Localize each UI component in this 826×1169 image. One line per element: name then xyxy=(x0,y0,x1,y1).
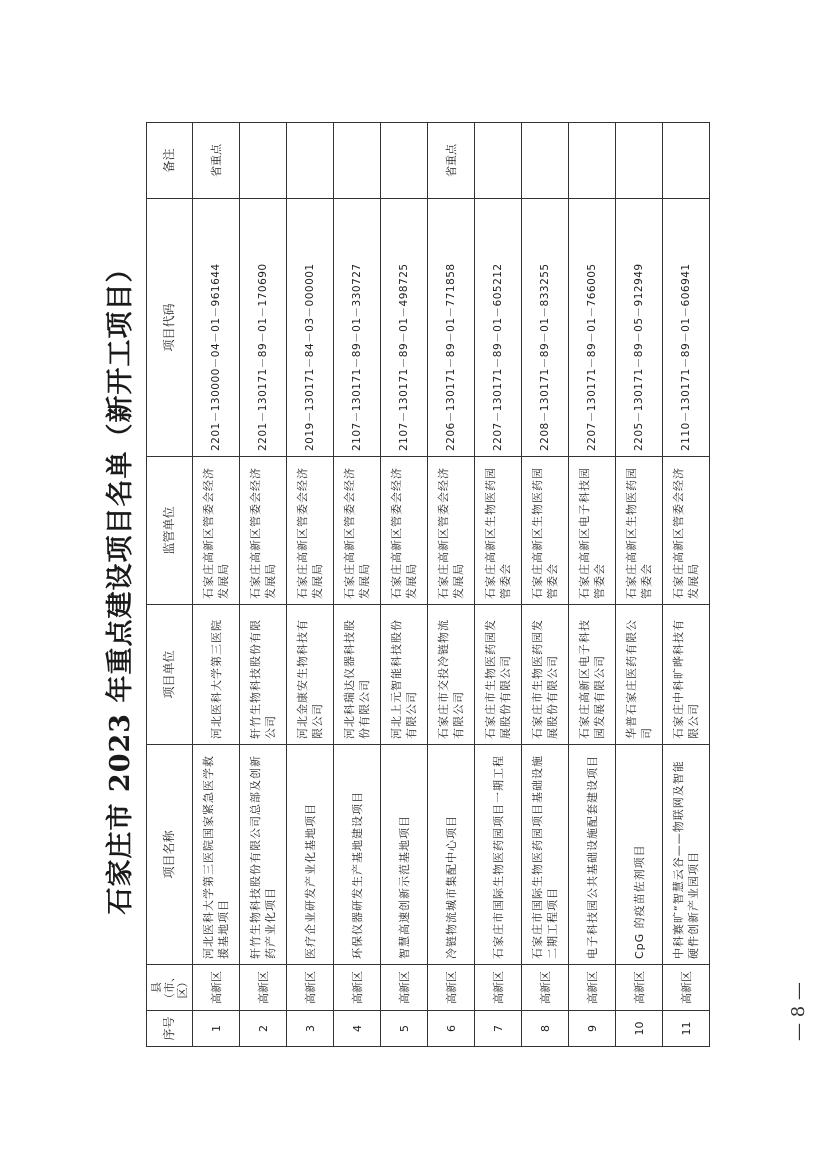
header-name: 项目名称 xyxy=(147,745,193,965)
cell-remark xyxy=(287,123,334,199)
table-row xyxy=(569,123,616,1047)
cell-project-unit: 石家庄高新区电子科技园发展有限公司 xyxy=(569,605,616,745)
cell-project-name: 冷链物流城市集配中心项目 xyxy=(428,745,475,965)
cell-project-name: 环保仪器研发生产基地建设项目 xyxy=(334,745,381,965)
cell-project-unit: 石家庄市生物医药园发展股份有限公司 xyxy=(522,605,569,745)
table-row xyxy=(616,123,663,1047)
cell-project-code: 2206－130171－89－01－771858 xyxy=(428,199,475,457)
cell-county: 高新区 xyxy=(616,965,663,1011)
table-row xyxy=(428,123,475,1047)
cell-project-code: 2110－130171－89－01－606941 xyxy=(663,199,710,457)
cell-project-code: 2207－130171－89－01－766005 xyxy=(569,199,616,457)
cell-supervisor: 石家庄高新区生物医药园管委会 xyxy=(522,457,569,605)
table-row xyxy=(193,123,240,1047)
cell-remark xyxy=(475,123,522,199)
cell-project-unit: 华普石家庄医药有限公司 xyxy=(616,605,663,745)
cell-project-code: 2205－130171－89－05－912949 xyxy=(616,199,663,457)
cell-supervisor: 石家庄高新区管委会经济发展局 xyxy=(334,457,381,605)
cell-remark xyxy=(522,123,569,199)
cell-supervisor: 石家庄高新区管委会经济发展局 xyxy=(287,457,334,605)
cell-supervisor: 石家庄高新区生物医药园管委会 xyxy=(475,457,522,605)
cell-supervisor: 石家庄高新区管委会经济发展局 xyxy=(193,457,240,605)
cell-remark xyxy=(381,123,428,199)
header-remark: 备注 xyxy=(147,123,193,199)
cell-no: 10 xyxy=(616,1011,663,1047)
cell-remark xyxy=(334,123,381,199)
cell-no: 3 xyxy=(287,1011,334,1047)
cell-project-name: 中科赛旷“智慧云谷——物联网及智能硬件创新产业园项目 xyxy=(663,745,710,965)
cell-project-code: 2208－130171－89－01－833255 xyxy=(522,199,569,457)
cell-supervisor: 石家庄高新区电子科技园管委会 xyxy=(569,457,616,605)
cell-project-name: 轩竹生物科技股份有限公司总部及创新药产业化项目 xyxy=(240,745,287,965)
cell-supervisor: 石家庄高新区管委会经济发展局 xyxy=(240,457,287,605)
cell-project-unit: 石家庄市交投冷链物流有限公司 xyxy=(428,605,475,745)
header-no: 序号 xyxy=(147,1011,193,1047)
cell-project-code: 2107－130171－89－01－498725 xyxy=(381,199,428,457)
cell-project-unit: 轩竹生物科技股份有限公司 xyxy=(240,605,287,745)
cell-project-name: 电子科技园公共基础设施配套建设项目 xyxy=(569,745,616,965)
cell-project-name: 石家庄市国际生物医药园项目一期工程 xyxy=(475,745,522,965)
cell-project-name: 石家庄市国际生物医药园项目基础设施二期工程项目 xyxy=(522,745,569,965)
cell-remark: 省重点 xyxy=(193,123,240,199)
cell-county: 高新区 xyxy=(381,965,428,1011)
table-header-row xyxy=(147,123,193,1047)
cell-no: 2 xyxy=(240,1011,287,1047)
cell-project-name: 河北医科大学第三医院国家紧急医学救援基地项目 xyxy=(193,745,240,965)
cell-county: 高新区 xyxy=(569,965,616,1011)
cell-no: 5 xyxy=(381,1011,428,1047)
cell-project-unit: 河北上元智能科技股份有限公司 xyxy=(381,605,428,745)
table-row xyxy=(240,123,287,1047)
project-table xyxy=(146,122,710,1047)
cell-county: 高新区 xyxy=(522,965,569,1011)
cell-county: 高新区 xyxy=(334,965,381,1011)
header-unit: 项目单位 xyxy=(147,605,193,745)
cell-remark xyxy=(240,123,287,199)
table-row xyxy=(522,123,569,1047)
cell-supervisor: 石家庄高新区管委会经济发展局 xyxy=(663,457,710,605)
header-supervisor: 监管单位 xyxy=(147,457,193,605)
cell-supervisor: 石家庄高新区管委会经济发展局 xyxy=(381,457,428,605)
cell-remark xyxy=(616,123,663,199)
cell-supervisor: 石家庄高新区管委会经济发展局 xyxy=(428,457,475,605)
cell-no: 8 xyxy=(522,1011,569,1047)
cell-no: 1 xyxy=(193,1011,240,1047)
cell-remark xyxy=(663,123,710,199)
cell-project-name: CpG 的疫苗佐剂项目 xyxy=(616,745,663,965)
table-body xyxy=(193,123,710,1047)
table-row xyxy=(475,123,522,1047)
cell-project-code: 2207－130171－89－01－605212 xyxy=(475,199,522,457)
cell-remark xyxy=(569,123,616,199)
cell-no: 4 xyxy=(334,1011,381,1047)
header-code: 项目代码 xyxy=(147,199,193,457)
cell-project-code: 2201－130171－89－01－170690 xyxy=(240,199,287,457)
cell-project-unit: 河北医科大学第三医院 xyxy=(193,605,240,745)
cell-project-code: 2201－130000－04－01－961644 xyxy=(193,199,240,457)
page-number: — 8 — xyxy=(788,982,809,1041)
table-row xyxy=(334,123,381,1047)
cell-project-unit: 石家庄市生物医药园发展股份有限公司 xyxy=(475,605,522,745)
cell-no: 11 xyxy=(663,1011,710,1047)
cell-county: 高新区 xyxy=(475,965,522,1011)
cell-project-unit: 河北科瑞达仪器科技股份有限公司 xyxy=(334,605,381,745)
page-title: 石家庄市 2023 年重点建设项目名单（新开工项目） xyxy=(105,254,136,915)
cell-project-unit: 河北金康安生物科技有限公司 xyxy=(287,605,334,745)
cell-project-unit: 石家庄中科旷晔科技有限公司 xyxy=(663,605,710,745)
header-county: 县 （市、区） xyxy=(147,965,193,1011)
cell-no: 6 xyxy=(428,1011,475,1047)
cell-county: 高新区 xyxy=(428,965,475,1011)
cell-county: 高新区 xyxy=(287,965,334,1011)
table-row xyxy=(663,123,710,1047)
cell-project-code: 2107－130171－89－01－330727 xyxy=(334,199,381,457)
cell-no: 7 xyxy=(475,1011,522,1047)
cell-project-code: 2019－130171－84－03－000001 xyxy=(287,199,334,457)
cell-remark: 省重点 xyxy=(428,123,475,199)
cell-project-name: 医疗企业研发产业化基地项目 xyxy=(287,745,334,965)
cell-county: 高新区 xyxy=(663,965,710,1011)
table-row xyxy=(381,123,428,1047)
cell-project-name: 智慧高速创新示范基地项目 xyxy=(381,745,428,965)
cell-county: 高新区 xyxy=(193,965,240,1011)
cell-supervisor: 石家庄高新区生物医药园管委会 xyxy=(616,457,663,605)
cell-no: 9 xyxy=(569,1011,616,1047)
cell-county: 高新区 xyxy=(240,965,287,1011)
table-row xyxy=(287,123,334,1047)
